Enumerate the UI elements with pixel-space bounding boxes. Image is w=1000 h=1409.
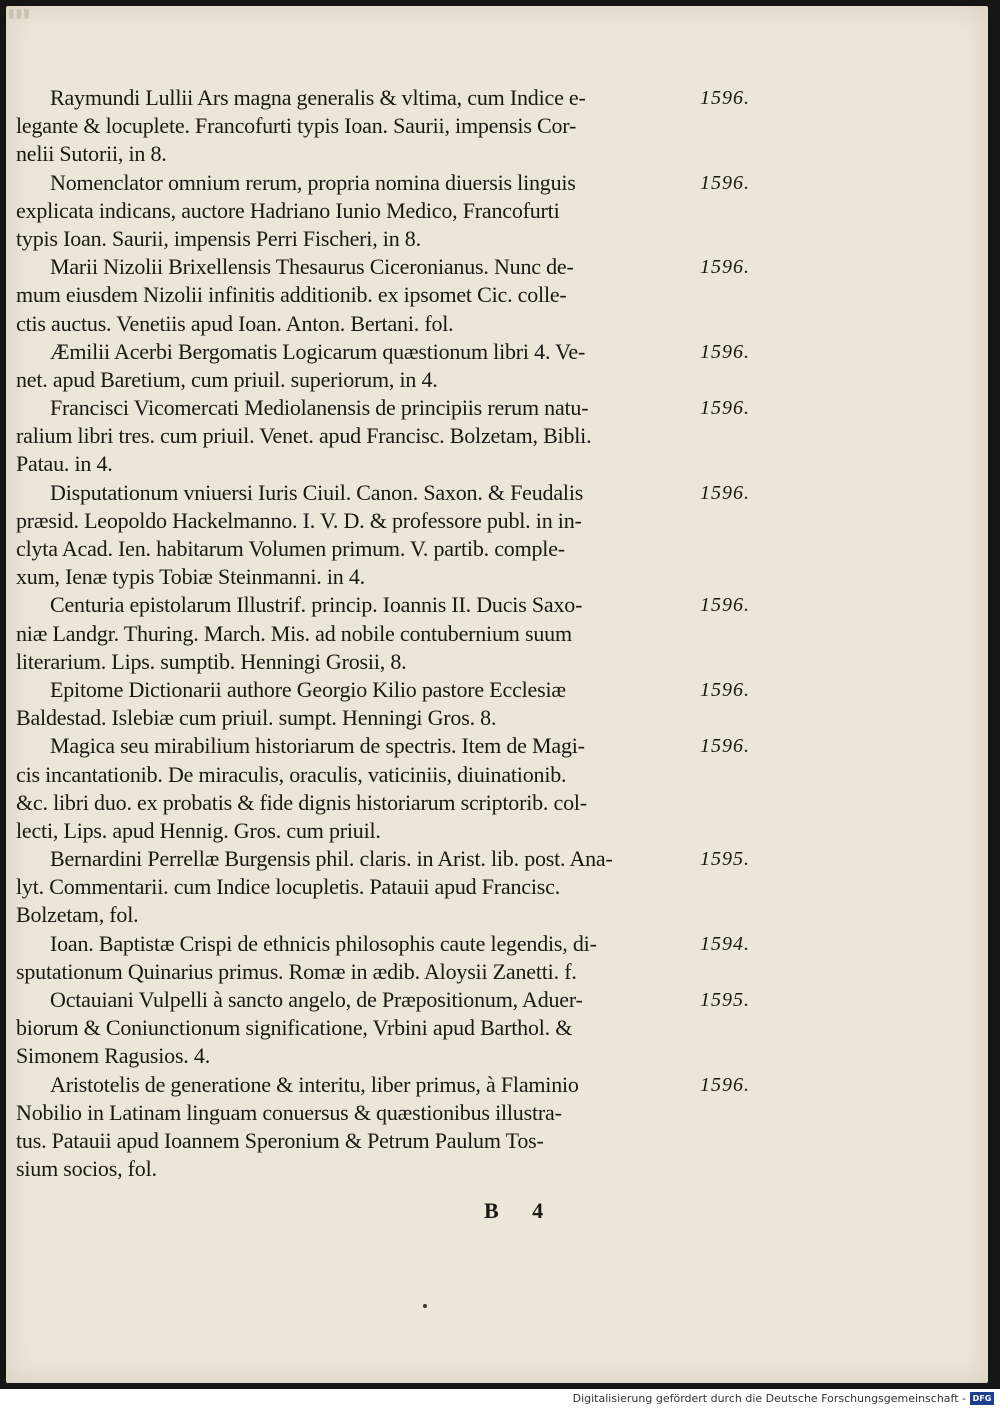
entry-year: 1596. [700, 678, 750, 701]
entry-line: Baldestad. Islebiæ cum priuil. sumpt. Henningi Gros. 8. [16, 705, 497, 731]
entry-year: 1596. [700, 171, 750, 194]
entry-year: 1595. [700, 989, 750, 1011]
bibliography-entry [16, 591, 776, 676]
entry-line: lecti, Lips. apud Hennig. Gros. cum priuil. [16, 817, 381, 843]
entry-line: Patau. in 4. [16, 451, 113, 477]
bibliography-entry [16, 394, 776, 479]
entry-line: Bernardini Perrellæ Burgensis phil. claris. in Arist. lib. post. Ana- [50, 846, 613, 872]
entry-line: net. apud Baretium, cum priuil. superiorum, in 4. [16, 366, 438, 392]
entry-line: legante & locuplete. Francofurti typis Ioan. Saurii, impensis Cor- [16, 113, 577, 139]
entry-line: Centuria epistolarum Illustrif. princip. Ioannis II. Ducis Saxo- [50, 592, 583, 618]
entry-line: Francisci Vicomercati Mediolanensis de principiis rerum natu- [50, 395, 589, 421]
entry-line: mum eiusdem Nizolii infinitis additionib. ex ipsomet Cic. colle- [16, 282, 567, 308]
bibliography-entry [16, 253, 776, 338]
bibliography-entry [16, 338, 776, 394]
entry-line: typis Ioan. Saurii, impensis Perri Fischeri, in 8. [16, 225, 421, 251]
entry-line: nelii Sutorii, in 8. [16, 141, 167, 167]
entry-line: biorum & Coniunctionum significatione, Vrbini apud Barthol. & [16, 1015, 573, 1041]
entry-year: 1596. [700, 87, 750, 109]
entry-line: Epitome Dictionarii authore Georgio Kilio pastore Ecclesiæ [50, 676, 566, 702]
entry-line: Nobilio in Latinam linguam conuersus & quæstionibus illustra- [16, 1099, 562, 1125]
entry-line: Raymundi Lullii Ars magna generalis & vltima, cum Indice e- [50, 85, 586, 110]
entry-line: ralium libri tres. cum priuil. Venet. apud Francisc. Bolzetam, Bibli. [16, 423, 592, 449]
entry-line: Magica seu mirabilium historiarum de spectris. Item de Magi- [50, 733, 585, 759]
entry-line: Marii Nizolii Brixellensis Thesaurus Ciceronianus. Nunc de- [50, 254, 574, 280]
entry-year: 1596. [700, 256, 750, 279]
entry-line: xum, Ienæ typis Tobiæ Steinmanni. in 4. [16, 564, 365, 590]
entry-line: clyta Acad. Ien. habitarum Volumen primum. V. partib. comple- [16, 536, 565, 561]
entry-line: Æmilii Acerbi Bergomatis Logicarum quæstionum libri 4. Ve- [50, 338, 586, 364]
entry-year: 1595. [700, 848, 750, 871]
entry-line: ctis auctus. Venetiis apud Ioan. Anton. Bertani. fol. [16, 310, 454, 336]
bibliography-entry [16, 986, 776, 1071]
entry-line: Aristotelis de generatione & interitu, liber primus, à Flaminio [50, 1071, 579, 1097]
entry-line: sputationum Quinarius primus. Romæ in ædib. Aloysii Zanetti. f. [16, 958, 577, 984]
entry-line: niæ Landgr. Thuring. March. Mis. ad nobile contubernium suum [16, 620, 572, 646]
entry-line: Ioan. Baptistæ Crispi de ethnicis philosophis caute legendis, di- [50, 930, 597, 956]
footer-bar [0, 1389, 1000, 1409]
bibliography-entry [16, 1071, 776, 1184]
entry-year: 1596. [700, 481, 750, 504]
bibliography-entry [16, 676, 776, 732]
footer-credit: Digitalisierung gefördert durch die Deutsche Forschungsgemeinschaft - [572, 1392, 966, 1405]
entry-line: tus. Patauii apud Ioannem Speronium & Petrum Paulum Tos- [16, 1127, 544, 1153]
entry-line: sium socios, fol. [16, 1156, 157, 1182]
entry-line: lyt. Commentarii. cum Indice locupletis. Patauii apud Francisc. [16, 874, 560, 900]
entry-line: præsid. Leopoldo Hackelmanno. I. V. D. & professore publ. in in- [16, 507, 582, 533]
bibliography-entry [16, 845, 776, 930]
entry-line: cis incantationib. De miraculis, oraculis, vaticiniis, diuinationib. [16, 761, 567, 787]
bibliography-entry [16, 169, 776, 254]
bibliography-entry [16, 732, 776, 845]
corner-mark: ▮▮▮ [8, 6, 31, 20]
entry-line: Simonem Ragusios. 4. [16, 1043, 211, 1069]
entry-line: literarium. Lips. sumptib. Henningi Grosii, 8. [16, 648, 407, 674]
bibliography-entry [16, 930, 776, 986]
entry-year: 1596. [700, 340, 750, 363]
entry-year: 1594. [700, 932, 750, 955]
bibliography-entries [16, 84, 776, 1183]
entry-year: 1596. [700, 735, 750, 758]
book-page [6, 6, 988, 1383]
bibliography-entry [16, 84, 776, 169]
bibliography-entry [16, 479, 776, 592]
entry-year: 1596. [700, 397, 750, 420]
dfg-logo: DFG [970, 1392, 994, 1405]
entry-year: 1596. [700, 1073, 750, 1096]
entry-line: Bolzetam, fol. [16, 902, 139, 928]
entry-line: Octauiani Vulpelli à sancto angelo, de Præpositionum, Aduer- [50, 987, 583, 1012]
entry-line: &c. libri duo. ex probatis & fide dignis historiarum scriptorib. col- [16, 789, 587, 815]
entry-line: Nomenclator omnium rerum, propria nomina diuersis linguis [50, 169, 576, 195]
ink-dot [423, 1304, 427, 1308]
entry-line: Disputationum vniuersi Iuris Ciuil. Canon. Saxon. & Feudalis [50, 479, 584, 505]
entry-line: explicata indicans, auctore Hadriano Iunio Medico, Francofurti [16, 197, 560, 223]
entry-year: 1596. [700, 594, 750, 617]
signature-mark: B 4 [484, 1198, 558, 1223]
